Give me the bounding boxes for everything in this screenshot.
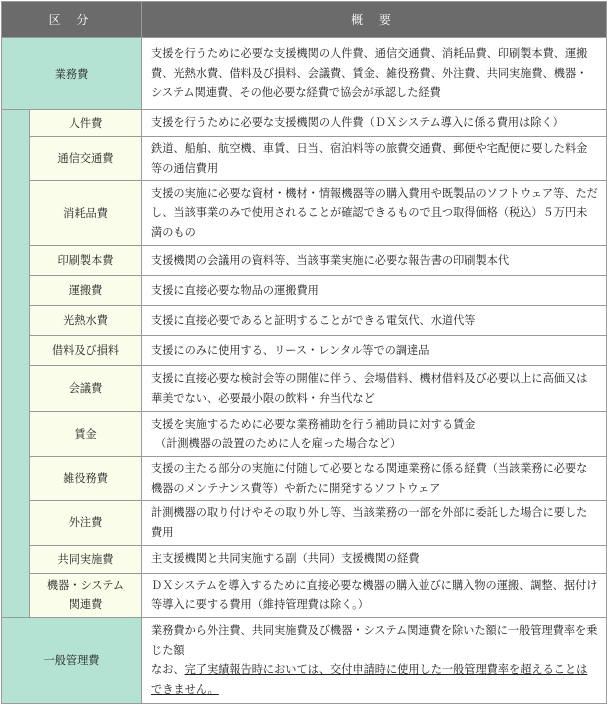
table-row (2, 457, 607, 501)
category-header: 区 分 (2, 2, 142, 38)
item-label: 通信交通費 (30, 137, 142, 181)
table-row (2, 573, 607, 617)
table-row (2, 110, 607, 137)
item-desc: 支援を行うために必要な支援機関の人件費（ＤＸシステム導入に係る費用は除く） (142, 110, 607, 137)
item-desc: ＤＸシステムを導入するために直接必要な機器の購入並びに購入物の運搬、調整、据付け等導入に要する費用（維持管理費は除く。） (142, 573, 607, 617)
item-label: 共同実施費 (30, 545, 142, 573)
item-desc: 鉄道、船舶、航空機、車賃、日当、宿泊料等の旅費交通費、郵便や宅配便に要した料金等の通信費用 (142, 137, 607, 181)
item-desc: 支援に直接必要であると証明することができる電気代、水道代等 (142, 306, 607, 336)
general-admin-note-prefix: なお、 (151, 663, 185, 677)
overview-header: 概 要 (142, 2, 607, 38)
table-row (2, 545, 607, 573)
item-label: 借料及び損料 (30, 336, 142, 366)
item-desc: 支援の実施に必要な資材・機材・情報機器等の購入費用や既製品のソフトウェア等、ただし、当該事業のみで使用されることが確認できるもので且つ取得価格（税込）５万円未満のもの (142, 181, 607, 246)
item-desc: 支援に直接必要な物品の運搬費用 (142, 276, 607, 306)
item-label (30, 573, 142, 617)
general-admin-text: 業務費から外注費、共同実施費及び機器・システム関連費を除いた額に一般管理費率を乗じた額 (151, 624, 598, 657)
expense-table (1, 1, 607, 704)
item-label-line2: 関連費 (68, 598, 103, 612)
item-label-line1: 機器・システム (46, 579, 125, 593)
item-label: 光熱水費 (30, 306, 142, 336)
item-desc: 主支援機関と共同実施する副（共同）支援機関の経費 (142, 545, 607, 573)
table-row (2, 38, 607, 110)
item-label: 会議費 (30, 366, 142, 412)
item-label: 人件費 (30, 110, 142, 137)
table-row (2, 501, 607, 545)
item-desc: 計測機器の取り付けやその取り外し等、当該業務の一部を外部に委託した場合に要した費用 (142, 501, 607, 545)
item-desc-note: （計測機器の設置のために人を雇った場合など） (155, 437, 402, 451)
general-admin-note (151, 660, 598, 699)
table-row (2, 617, 607, 703)
general-admin-desc (142, 617, 607, 703)
item-desc-line: 支援を実施するために必要な業務補助を行う補助員に対する賃金 (151, 417, 476, 431)
table-row (2, 137, 607, 181)
table-row (2, 366, 607, 412)
item-desc (142, 412, 607, 457)
operating-expense-label: 業務費 (2, 38, 142, 110)
table-row (2, 336, 607, 366)
item-label: 印刷製本費 (30, 246, 142, 276)
table-row (2, 181, 607, 246)
general-admin-note-underlined: 完了実績報告時においては、交付申請時に使用した一般管理費率を超えることはできません。 (151, 663, 588, 696)
item-label: 運搬費 (30, 276, 142, 306)
general-admin-label: 一般管理費 (2, 617, 142, 703)
item-label: 消耗品費 (30, 181, 142, 246)
table-row (2, 246, 607, 276)
item-label: 賃金 (30, 412, 142, 457)
item-desc: 支援の主たる部分の実施に付随して必要となる関連業務に係る経費（当該業務に必要な機器のメンテナンス費等）や新たに開発するソフトウェア (142, 457, 607, 501)
table-row (2, 412, 607, 457)
group-indent (2, 110, 30, 618)
table-row (2, 306, 607, 336)
item-desc: 支援にのみに使用する、リース・レンタル等での調達品 (142, 336, 607, 366)
item-desc: 支援に直接必要な検討会等の開催に伴う、会場借料、機材借料及び必要以上に高価又は華美でない、必要最小限の飲料・弁当代など (142, 366, 607, 412)
item-label: 雑役務費 (30, 457, 142, 501)
table-row (2, 276, 607, 306)
header-row (2, 2, 607, 38)
operating-expense-desc: 支援を行うために必要な支援機関の人件費、通信交通費、消耗品費、印刷製本費、運搬費、光熱水費、借料及び損料、会議費、賃金、雑役務費、外注費、共同実施費、機器・システム関連費、その他必要な経費で協会が承認した経費 (142, 38, 607, 110)
item-label: 外注費 (30, 501, 142, 545)
item-desc: 支援機関の会議用の資料等、当該事業実施に必要な報告書の印刷製本代 (142, 246, 607, 276)
